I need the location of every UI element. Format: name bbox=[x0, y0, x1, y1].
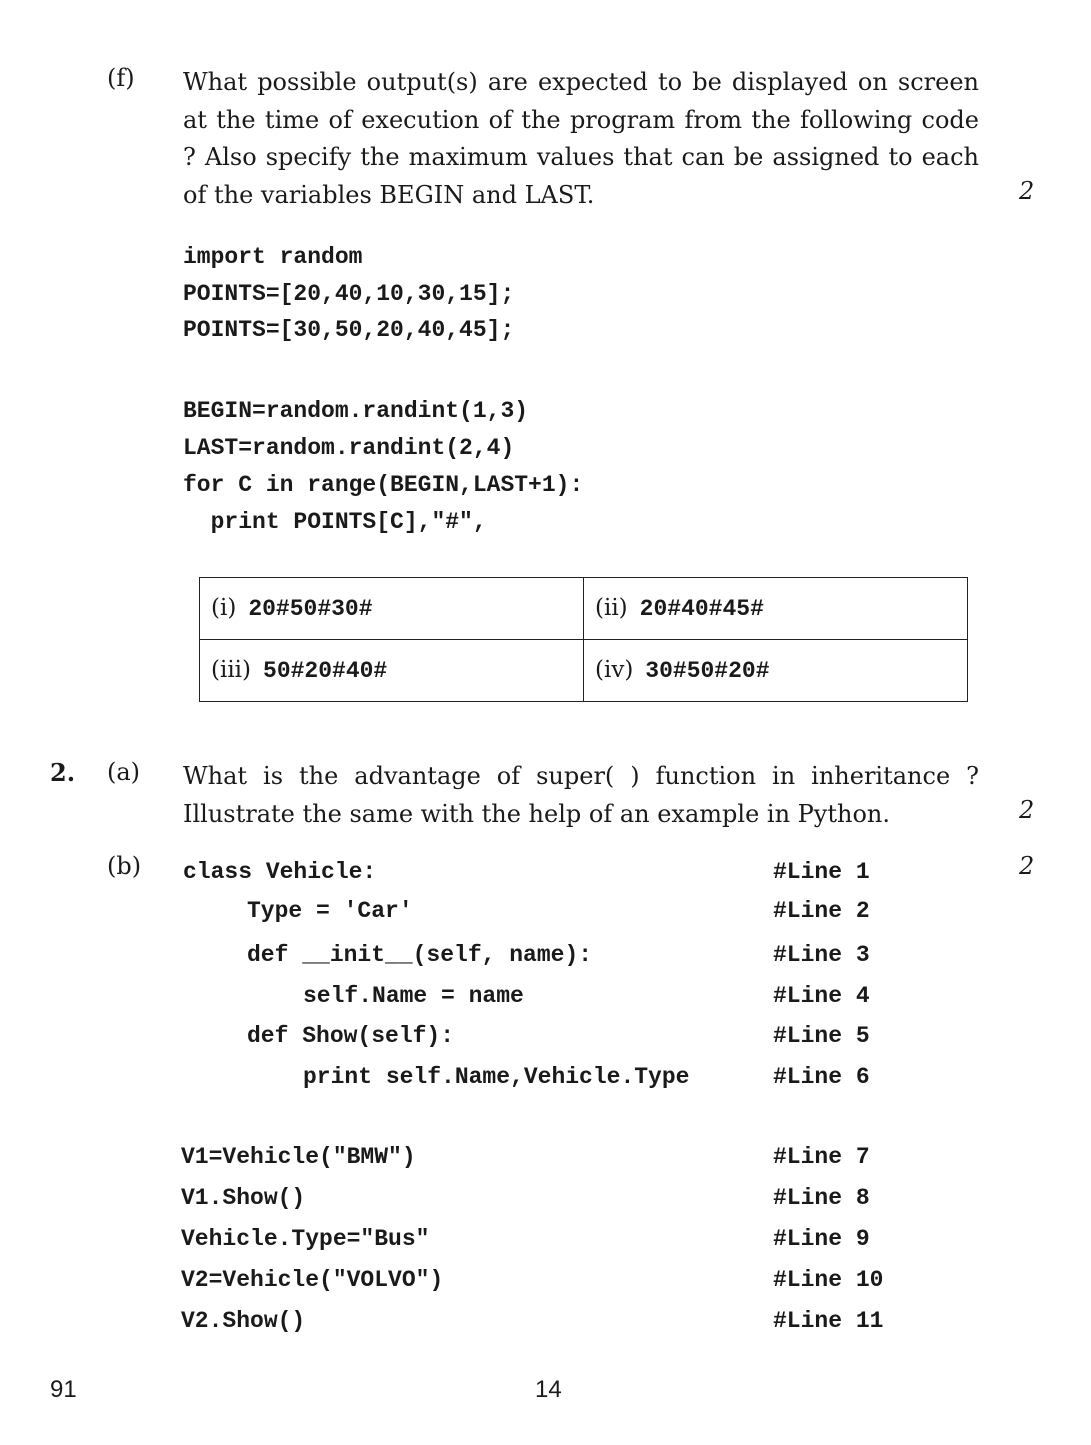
line-comment: #Line 9 bbox=[773, 1226, 870, 1252]
code-line: BEGIN=random.randint(1,3) bbox=[183, 398, 529, 424]
line-comment: #Line 3 bbox=[773, 942, 870, 968]
line-comment: #Line 7 bbox=[773, 1144, 870, 1170]
line-comment: #Line 5 bbox=[773, 1023, 870, 1049]
question-f-text: What possible output(s) are expected to be displayed on screen at the time of execution of the program from the following code ? Also specify the maximum values that can be assigned to each of the variables BEGIN and LAST. bbox=[183, 68, 979, 209]
line-comment: #Line 2 bbox=[773, 898, 870, 924]
option-value: 30#50#20# bbox=[645, 658, 770, 684]
question-2a-label: (a) bbox=[107, 758, 141, 786]
question-2b-label: (b) bbox=[107, 852, 142, 880]
option-label: (ii) bbox=[595, 595, 628, 621]
code-line: LAST=random.randint(2,4) bbox=[183, 435, 515, 461]
question-f-label: (f) bbox=[107, 64, 135, 92]
question-2b-marks: 2 bbox=[1019, 852, 1035, 880]
page-number: 14 bbox=[535, 1376, 562, 1403]
option-cell bbox=[200, 578, 584, 640]
code-line: POINTS=[20,40,10,30,15]; bbox=[183, 281, 515, 307]
question-f-marks: 2 bbox=[1019, 177, 1035, 205]
code-line: def __init__(self, name): bbox=[247, 942, 593, 968]
line-comment: #Line 1 bbox=[773, 859, 870, 885]
code-line: for C in range(BEGIN,LAST+1): bbox=[183, 472, 584, 498]
option-value: 50#20#40# bbox=[263, 658, 388, 684]
question-2a-text: What is the advantage of super( ) function in inheritance ? Illustrate the same with the help of an example in Python. bbox=[183, 762, 979, 828]
code-line: V2.Show() bbox=[181, 1308, 306, 1334]
code-line: POINTS=[30,50,20,40,45]; bbox=[183, 317, 515, 343]
code-line: print POINTS[C],"#", bbox=[183, 509, 487, 535]
option-value: 20#50#30# bbox=[248, 596, 373, 622]
code-line: Vehicle.Type="Bus" bbox=[181, 1226, 430, 1252]
code-line: Type = 'Car' bbox=[247, 898, 413, 924]
code-line: V2=Vehicle("VOLVO") bbox=[181, 1267, 444, 1293]
option-cell bbox=[200, 640, 584, 702]
option-label: (i) bbox=[211, 595, 237, 621]
option-cell bbox=[584, 578, 968, 640]
code-line: V1.Show() bbox=[181, 1185, 306, 1211]
code-line: self.Name = name bbox=[303, 983, 524, 1009]
question-2a-marks: 2 bbox=[1019, 796, 1035, 824]
options-table bbox=[199, 577, 968, 702]
line-comment: #Line 4 bbox=[773, 983, 870, 1009]
line-comment: #Line 10 bbox=[773, 1267, 884, 1293]
option-cell bbox=[584, 640, 968, 702]
footer-code: 91 bbox=[50, 1376, 77, 1403]
line-comment: #Line 6 bbox=[773, 1064, 870, 1090]
question-2-number: 2. bbox=[50, 758, 76, 787]
code-line: import random bbox=[183, 244, 363, 270]
code-line: def Show(self): bbox=[247, 1023, 455, 1049]
line-comment: #Line 8 bbox=[773, 1185, 870, 1211]
line-comment: #Line 11 bbox=[773, 1308, 884, 1334]
code-line: print self.Name,Vehicle.Type bbox=[303, 1064, 690, 1090]
option-value: 20#40#45# bbox=[639, 596, 764, 622]
option-label: (iv) bbox=[595, 657, 634, 683]
option-label: (iii) bbox=[211, 657, 252, 683]
code-line: V1=Vehicle("BMW") bbox=[181, 1144, 416, 1170]
code-line: class Vehicle: bbox=[183, 859, 377, 885]
